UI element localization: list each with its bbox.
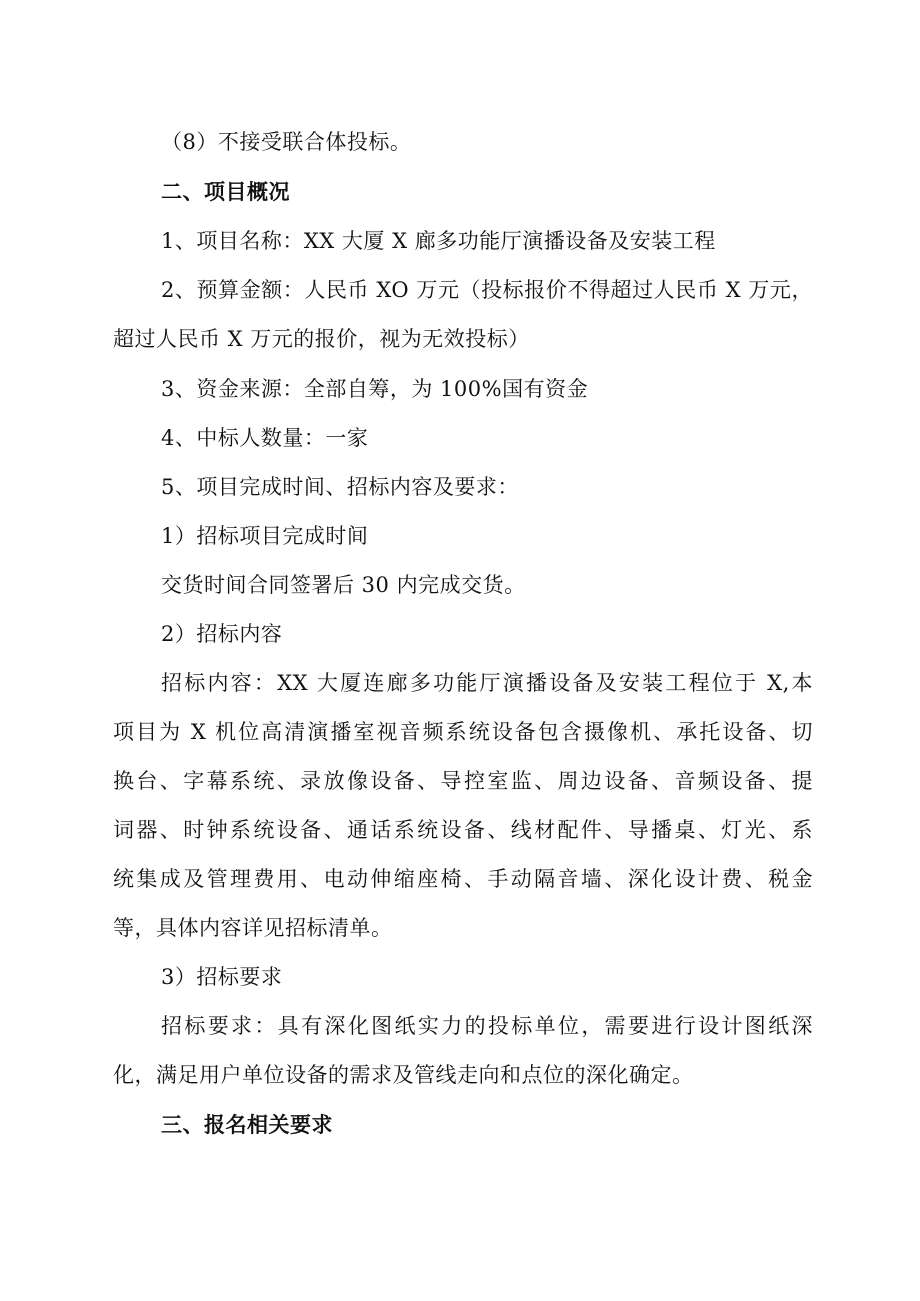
tender-content-line-3: 换台、字幕系统、录放像设备、导控室监、周边设备、音频设备、提	[113, 769, 813, 793]
clause-8-text: （8）不接受联合体投标。	[161, 130, 412, 154]
fund-source-line: 3、资金来源：全部自筹，为 100%国有资金	[161, 377, 589, 401]
budget-line: 2、预算金额：人民币 XO 万元（投标报价不得超过人民币 X 万元，	[161, 278, 813, 302]
completion-heading-line: 5、项目完成时间、招标内容及要求：	[161, 475, 519, 499]
tender-content-line-2: 项目为 X 机位高清演播室视音频系统设备包含摄像机、承托设备、切	[113, 720, 813, 744]
budget-line-continued: 超过人民币 X 万元的报价，视为无效投标）	[113, 327, 530, 351]
tender-content-line-1: 招标内容：XX 大厦连廊多功能厅演播设备及安装工程位于 X,本	[161, 671, 813, 695]
winner-count-line: 4、中标人数量：一家	[161, 426, 369, 450]
subsection-tender-requirements: 3）招标要求	[161, 965, 283, 989]
subsection-completion-time: 1）招标项目完成时间	[161, 524, 369, 548]
tender-content-line-4: 词器、时钟系统设备、通话系统设备、线材配件、导播桌、灯光、系	[113, 818, 813, 842]
subsection-tender-content: 2）招标内容	[161, 622, 283, 646]
tender-requirements-line-1: 招标要求：具有深化图纸实力的投标单位，需要进行设计图纸深	[161, 1014, 813, 1038]
section-heading-project-overview: 二、项目概况	[161, 180, 290, 204]
tender-content-line-5: 统集成及管理费用、电动伸缩座椅、手动隔音墙、深化设计费、税金	[113, 867, 813, 891]
tender-content-line-6: 等，具体内容详见招标清单。	[113, 916, 393, 940]
project-name-line: 1、项目名称：XX 大厦 X 廊多功能厅演播设备及安装工程	[161, 229, 716, 253]
tender-requirements-line-2: 化，满足用户单位设备的需求及管线走向和点位的深化确定。	[113, 1063, 694, 1087]
delivery-time-line: 交货时间合同签署后 30 内完成交货。	[161, 573, 526, 597]
section-heading-registration: 三、报名相关要求	[161, 1113, 333, 1137]
